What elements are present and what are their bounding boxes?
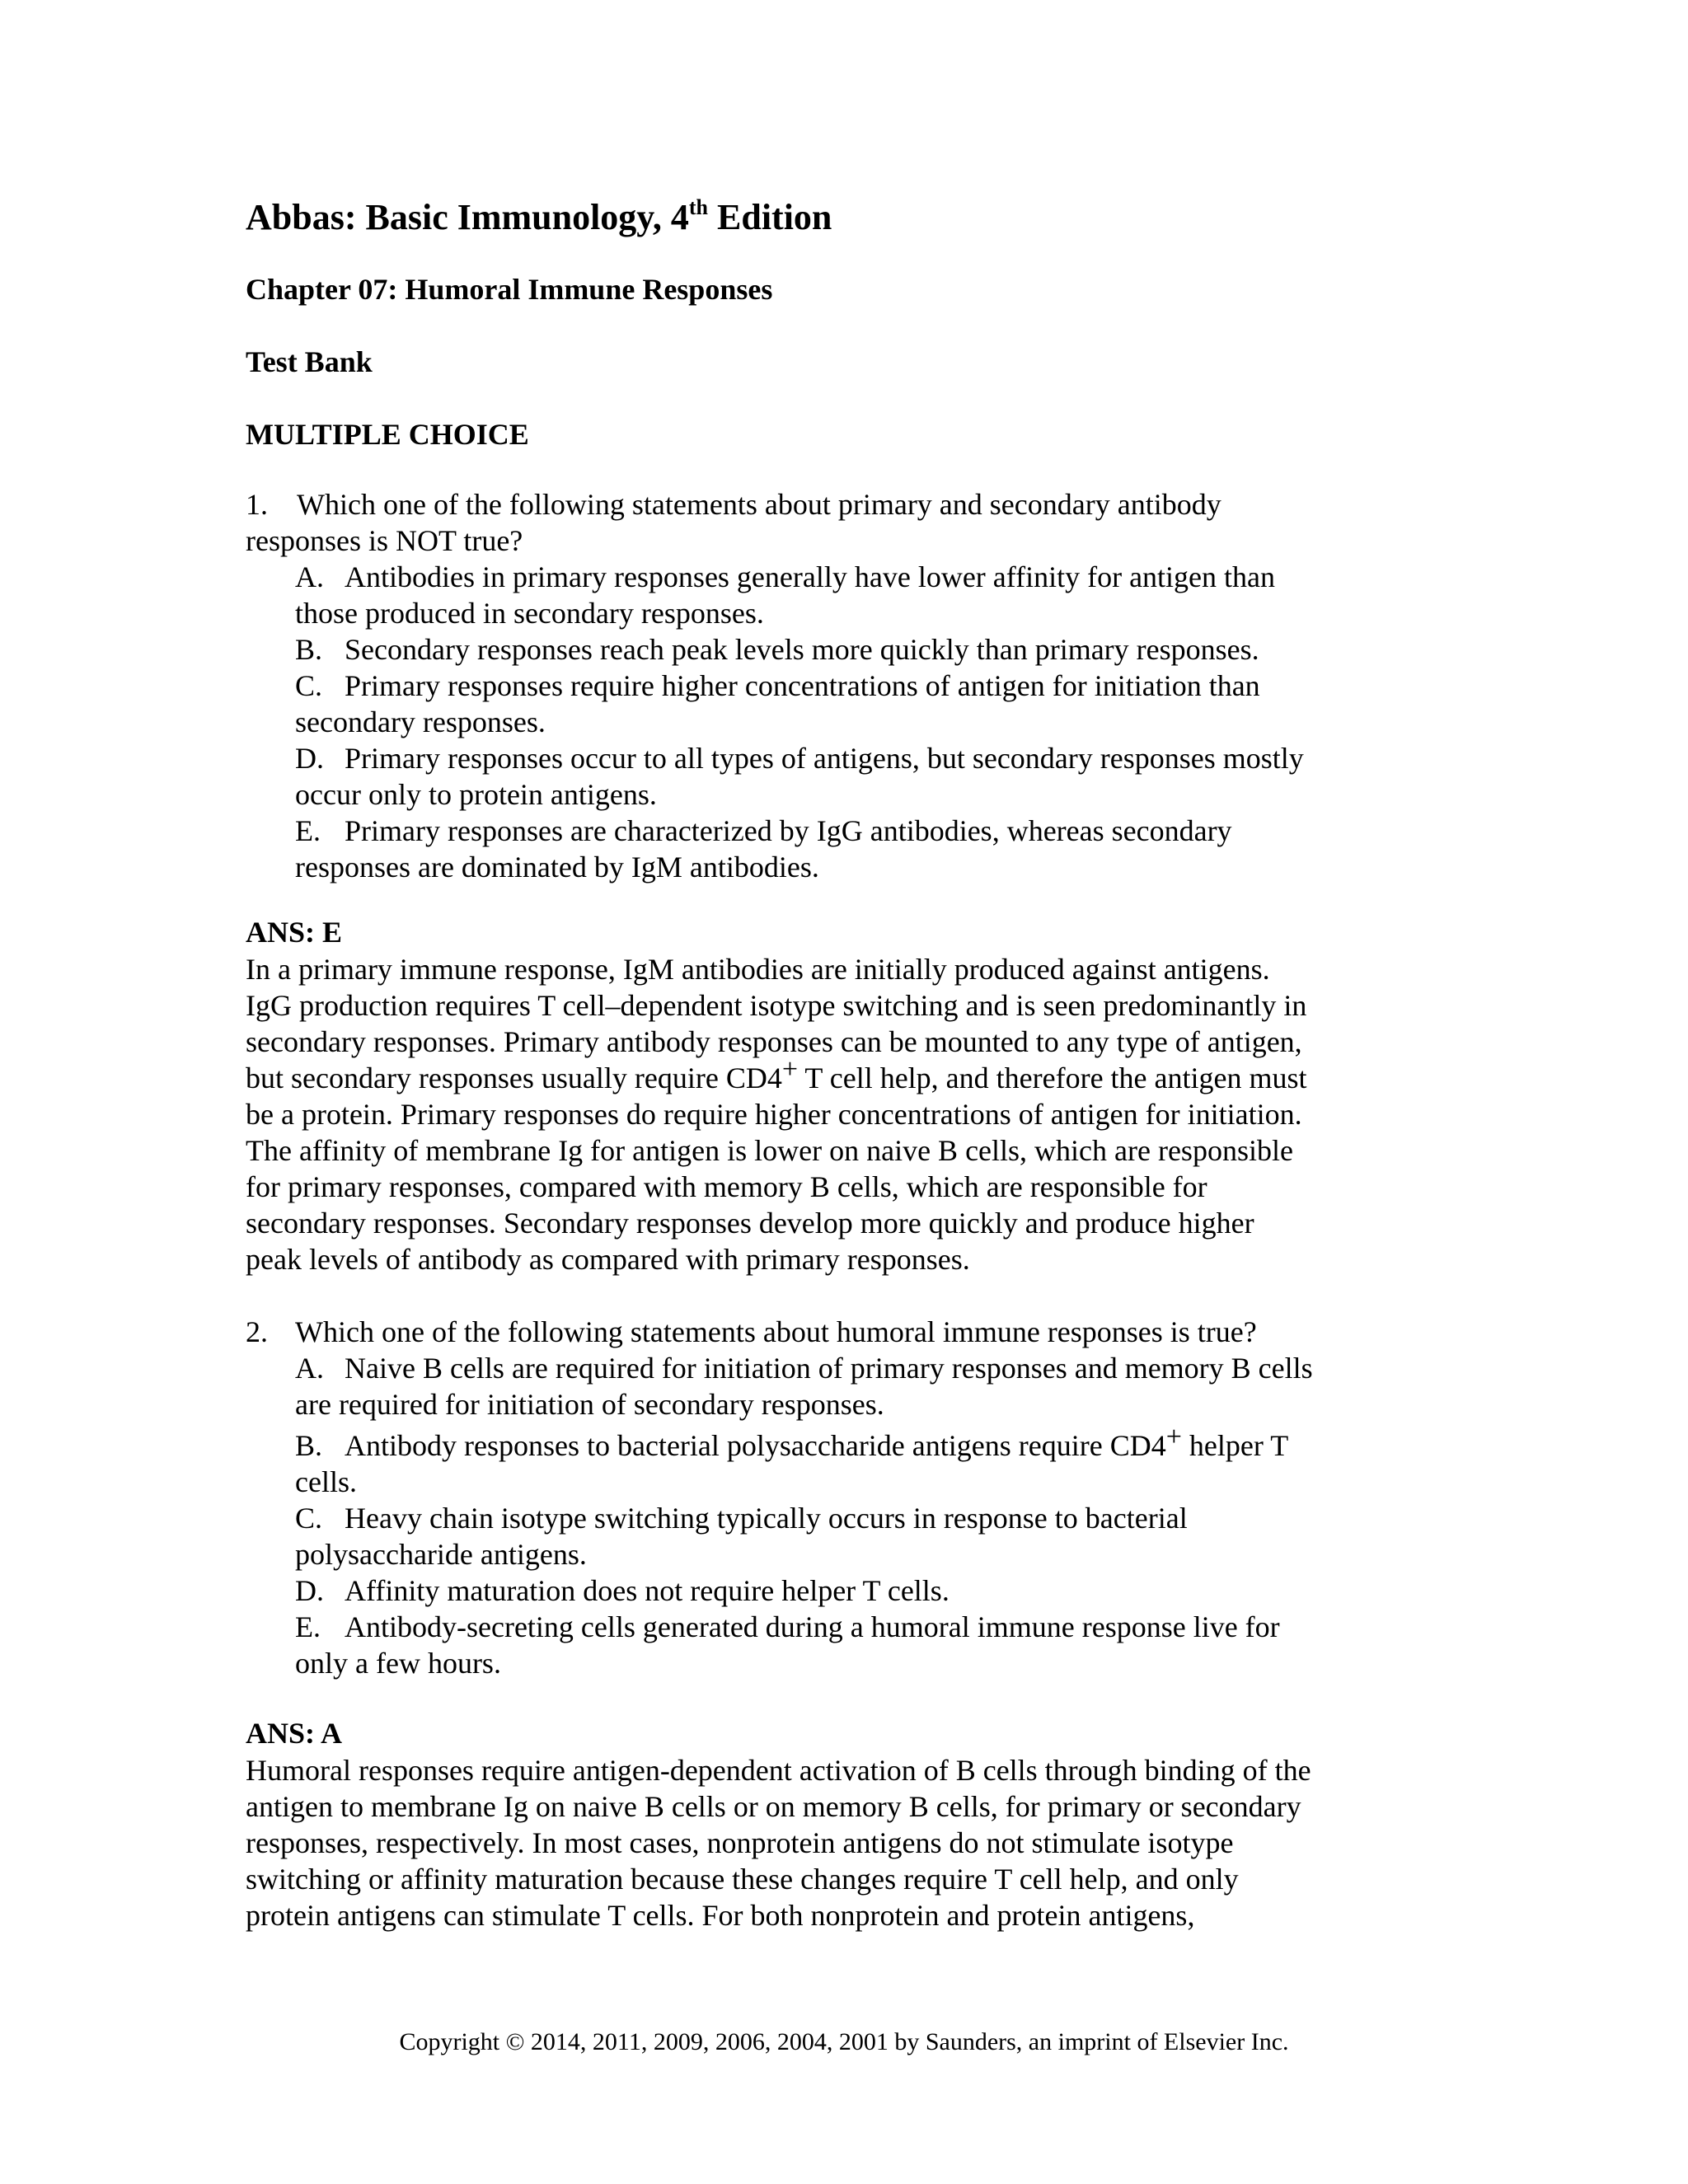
option-text: Antibody responses to bacterial polysaccharide antigens require CD4 <box>345 1429 1166 1462</box>
explanation-text: T cell help, and therefore the antigen must <box>798 1062 1307 1094</box>
option-letter: A. <box>295 560 324 593</box>
option-d <box>295 740 1465 813</box>
superscript-plus: + <box>1165 1422 1182 1452</box>
option-letter: C. <box>295 1502 323 1535</box>
question-1 <box>246 486 1465 885</box>
option-text-cont: those produced in secondary responses. <box>295 597 764 630</box>
page-content <box>246 194 1465 1933</box>
answer-2-explanation <box>246 1752 1465 1933</box>
explanation-line: secondary responses. Secondary responses develop more quickly and produce higher <box>246 1207 1254 1240</box>
explanation-line: protein antigens can stimulate T cells. For both nonprotein and protein antigens, <box>246 1899 1195 1932</box>
option-letter: E. <box>295 814 321 847</box>
question-number: 1. <box>246 488 268 521</box>
option-a <box>295 1350 1465 1422</box>
question-2-stem <box>246 1314 1465 1350</box>
option-b <box>295 1422 1465 1500</box>
option-text: Naive B cells are required for initiation of primary responses and memory B cells <box>345 1352 1313 1385</box>
answer-1-explanation <box>246 951 1465 1277</box>
question-2 <box>246 1314 1465 1681</box>
explanation-line: Humoral responses require antigen-dependent activation of B cells through binding of the <box>246 1754 1311 1787</box>
answer-2-label: ANS: A <box>246 1717 343 1750</box>
explanation-line: The affinity of membrane Ig for antigen is lower on naive B cells, which are responsible <box>246 1134 1293 1167</box>
explanation-line: secondary responses. Primary antibody responses can be mounted to any type of antigen, <box>246 1025 1302 1058</box>
option-text: Antibody-secreting cells generated during a humoral immune response live for <box>345 1610 1280 1643</box>
explanation-line: responses, respectively. In most cases, nonprotein antigens do not stimulate isotype <box>246 1826 1234 1859</box>
option-text: Primary responses are characterized by IgG antibodies, whereas secondary <box>345 814 1232 847</box>
explanation-line: IgG production requires T cell–dependent isotype switching and is seen predominantly in <box>246 989 1307 1022</box>
option-letter: D. <box>295 1574 324 1607</box>
option-text-cont: polysaccharide antigens. <box>295 1538 587 1571</box>
option-text: Heavy chain isotype switching typically occurs in response to bacterial <box>345 1502 1188 1535</box>
answer-1-label: ANS: E <box>246 916 343 949</box>
option-text: Affinity maturation does not require helper T cells. <box>345 1574 950 1607</box>
option-c <box>295 668 1465 740</box>
option-c <box>295 1500 1465 1572</box>
test-bank-heading: Test Bank <box>246 345 373 378</box>
explanation-line <box>246 1054 1465 1096</box>
question-stem-line: Which one of the following statements about humoral immune responses is true? <box>295 1315 1257 1348</box>
option-letter: D. <box>295 742 324 775</box>
explanation-line: be a protein. Primary responses do require higher concentrations of antigen for initiation. <box>246 1098 1302 1131</box>
option-e <box>295 813 1465 885</box>
explanation-line: antigen to membrane Ig on naive B cells or on memory B cells, for primary or secondary <box>246 1790 1301 1823</box>
option-text-cont: are required for initiation of secondary responses. <box>295 1388 884 1421</box>
title-text: Abbas: Basic Immunology, 4 <box>246 197 689 237</box>
title-superscript: th <box>688 195 709 219</box>
option-text: Antibodies in primary responses generally have lower affinity for antigen than <box>345 560 1276 593</box>
option-text: Primary responses occur to all types of antigens, but secondary responses mostly <box>345 742 1304 775</box>
superscript-plus: + <box>781 1054 799 1085</box>
explanation-line: In a primary immune response, IgM antibodies are initially produced against antigens. <box>246 953 1270 986</box>
option-text-cont: responses are dominated by IgM antibodies. <box>295 851 819 883</box>
copyright-footer: Copyright © 2014, 2011, 2009, 2006, 2004, 2001 by Saunders, an imprint of Elsevier Inc. <box>399 2028 1289 2055</box>
option-a <box>295 559 1465 631</box>
section-heading: MULTIPLE CHOICE <box>246 418 529 451</box>
chapter-heading: Chapter 07: Humoral Immune Responses <box>246 273 773 306</box>
question-stem-line: responses is NOT true? <box>246 524 523 557</box>
question-1-options <box>246 559 1465 885</box>
document-title <box>246 194 1465 241</box>
option-d <box>295 1572 1465 1609</box>
question-1-stem <box>246 486 1465 559</box>
option-text: Secondary responses reach peak levels more quickly than primary responses. <box>345 633 1259 666</box>
explanation-line: peak levels of antibody as compared with primary responses. <box>246 1243 970 1276</box>
option-letter: C. <box>295 669 323 702</box>
explanation-line: for primary responses, compared with memory B cells, which are responsible for <box>246 1170 1207 1203</box>
option-letter: E. <box>295 1610 321 1643</box>
option-e <box>295 1609 1465 1681</box>
option-text-cont: cells. <box>295 1465 357 1498</box>
option-b <box>295 631 1465 668</box>
question-stem-line: Which one of the following statements about primary and secondary antibody <box>297 488 1221 521</box>
option-letter: B. <box>295 1429 323 1462</box>
explanation-text: but secondary responses usually require CD4 <box>246 1062 782 1094</box>
explanation-line: switching or affinity maturation because these changes require T cell help, and only <box>246 1863 1239 1896</box>
option-text-cont: secondary responses. <box>295 705 546 738</box>
question-number: 2. <box>246 1315 268 1348</box>
option-letter: A. <box>295 1352 324 1385</box>
option-text: helper T <box>1181 1429 1289 1462</box>
option-letter: B. <box>295 633 323 666</box>
question-2-options <box>246 1350 1465 1681</box>
option-text-cont: only a few hours. <box>295 1647 501 1680</box>
option-text: Primary responses require higher concentrations of antigen for initiation than <box>345 669 1260 702</box>
title-edition: Edition <box>708 197 832 237</box>
option-text-cont: occur only to protein antigens. <box>295 778 657 811</box>
